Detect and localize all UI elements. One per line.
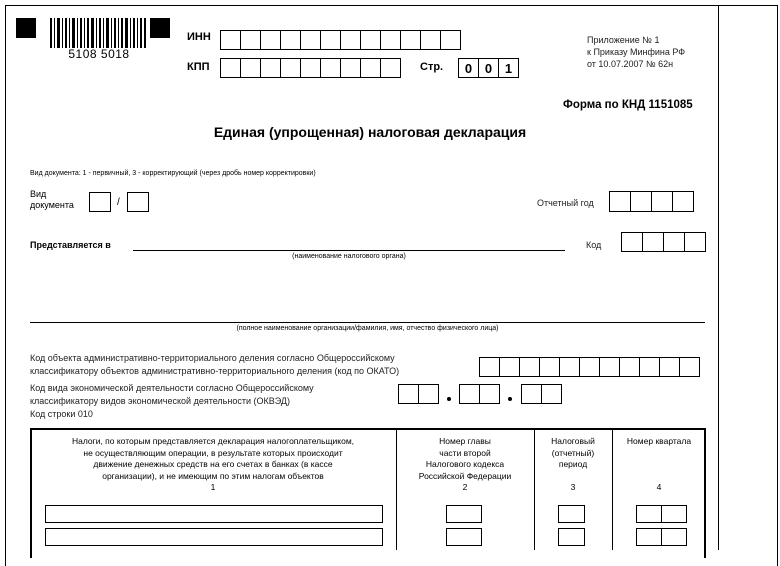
table-header-line: Налогового кодекса — [425, 459, 505, 469]
correction-number-field[interactable] — [127, 192, 149, 212]
tax-name-field[interactable] — [45, 505, 383, 523]
table-header-line: период — [558, 459, 588, 469]
doc-type-label-line: документа — [30, 200, 74, 210]
okato-field[interactable] — [479, 357, 700, 377]
corner-mark-right — [150, 18, 170, 38]
authority-caption: (наименование налогового органа) — [292, 253, 406, 260]
table-col-number: 2 — [462, 482, 468, 492]
appendix-line: Приложение № 1 — [587, 35, 660, 45]
kpp-label: КПП — [187, 61, 210, 73]
inn-label: ИНН — [187, 31, 211, 43]
doc-type-field[interactable] — [89, 192, 111, 212]
okved-field-part2[interactable] — [459, 384, 500, 404]
okved-label-line: Код строки 010 — [30, 409, 93, 419]
page-digit: 0 — [458, 58, 479, 78]
okved-label — [30, 382, 314, 421]
kpp-field[interactable] — [220, 58, 401, 78]
table-header-line: Налоговый — [551, 436, 595, 446]
table-header-col1 — [34, 436, 392, 494]
page-title: Единая (упрощенная) налоговая декларация — [213, 124, 527, 140]
table-header-line: Номер квартала — [626, 436, 692, 446]
appendix-line: к Приказу Минфина РФ — [587, 47, 686, 57]
page-digit: 1 — [498, 58, 519, 78]
okato-label-line: Код объекта административно-территориального деления согласно Общероссийскому — [30, 353, 395, 363]
doc-type-separator: / — [117, 197, 120, 208]
table-header-col2 — [398, 436, 532, 494]
authority-code-field[interactable] — [621, 232, 706, 252]
table-header-line: части второй — [439, 447, 491, 458]
okato-label-line: классификатору объектов административно-территориального деления (код по ОКАТО) — [30, 366, 400, 376]
okved-field-part1[interactable] — [398, 384, 439, 404]
barcode — [48, 18, 148, 60]
okved-dot — [447, 397, 451, 401]
table-col-divider — [534, 428, 535, 550]
page-label: Стр. — [420, 61, 444, 73]
quarter-field[interactable] — [636, 505, 687, 523]
table-header-line: Номер главы — [439, 436, 491, 446]
table-header-line: Российской Федерации — [418, 470, 512, 481]
right-margin-divider — [718, 5, 719, 550]
table-header-col3 — [536, 436, 610, 494]
doc-type-hint: Вид документа: 1 - первичный, 3 - корректирующий (через дробь номер корректировки) — [30, 170, 316, 177]
authority-label: Представляется в — [30, 240, 111, 250]
corner-mark-left — [16, 18, 36, 38]
okved-label-line: классификатору видов экономической деятельности (ОКВЭД) — [30, 396, 290, 406]
quarter-field[interactable] — [636, 528, 687, 546]
table-col-number: 1 — [210, 482, 216, 492]
chapter-number-field[interactable] — [446, 528, 482, 546]
table-col-number: 3 — [570, 482, 576, 492]
barcode-number: 5108 5018 — [68, 47, 130, 61]
table-header-line: организации), и не имеющим по этим налогам объектов — [102, 470, 324, 481]
table-header-col4 — [614, 436, 704, 494]
chapter-number-field[interactable] — [446, 505, 482, 523]
table-col-divider — [612, 428, 613, 550]
table-header-line: движение денежных средств на его счетах в банках (в кассе — [93, 459, 333, 469]
okved-field-part3[interactable] — [521, 384, 562, 404]
year-field[interactable] — [609, 191, 694, 212]
okato-label — [30, 352, 399, 378]
table-col-number: 4 — [656, 482, 662, 492]
page-digit: 0 — [478, 58, 499, 78]
authority-code-label: Код — [586, 240, 602, 250]
table-header-line: Налоги, по которым представляется декларация налогоплательщиком, — [71, 436, 355, 446]
tax-period-field[interactable] — [558, 505, 585, 523]
okved-dot — [508, 397, 512, 401]
authority-input-line[interactable] — [133, 250, 565, 251]
table-header-line: (отчетный) — [551, 447, 595, 458]
appendix-reference — [587, 34, 685, 70]
tax-period-field[interactable] — [558, 528, 585, 546]
page-number-field[interactable] — [458, 58, 519, 78]
okved-label-line: Код вида экономической деятельности согласно Общероссийскому — [30, 383, 314, 393]
form-code: Форма по КНД 1151085 — [563, 99, 693, 111]
year-label: Отчетный год — [537, 198, 594, 208]
table-col-divider — [396, 428, 397, 550]
table-header-line: не осуществляющим операции, в результате которых происходит — [83, 447, 343, 458]
doc-type-label — [30, 189, 74, 211]
inn-field[interactable] — [220, 30, 461, 50]
doc-type-label-line: Вид — [30, 189, 47, 199]
appendix-line: от 10.07.2007 № 62н — [587, 59, 674, 69]
organization-caption: (полное наименование организации/фамилия, имя, отчество физического лица) — [236, 325, 499, 332]
tax-name-field[interactable] — [45, 528, 383, 546]
organization-input-line[interactable] — [30, 322, 705, 323]
